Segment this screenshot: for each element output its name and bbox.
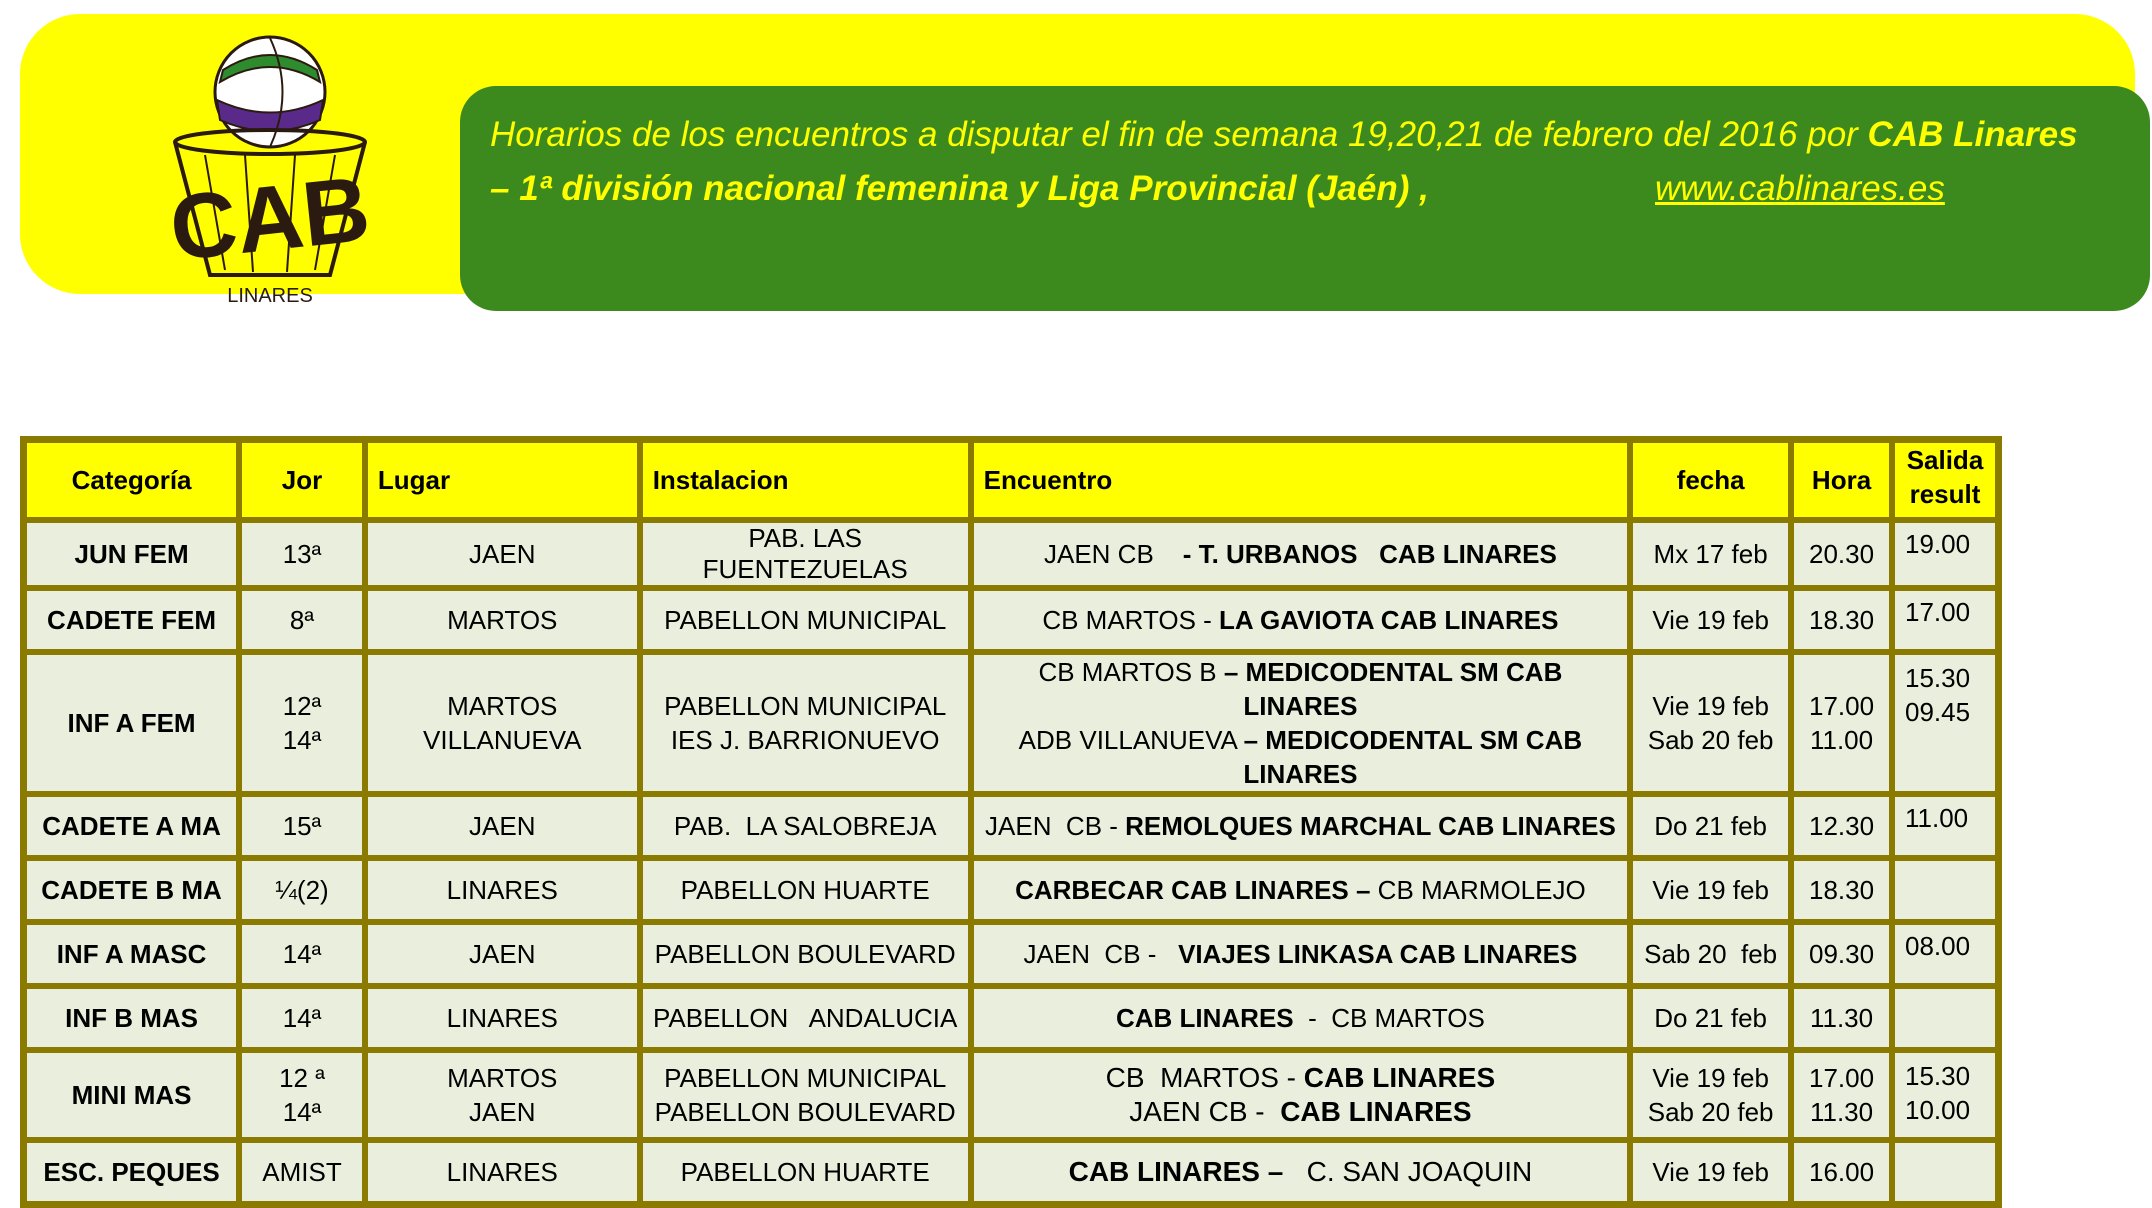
table-row xyxy=(24,986,1998,1050)
cell-sal: 19.00 xyxy=(1892,520,1998,588)
cell-cat: INF A FEM xyxy=(24,652,239,794)
cell-jor: 14ª xyxy=(239,986,365,1050)
cell-ins: PAB. LA SALOBREJA xyxy=(640,794,971,858)
cell-cat: JUN FEM xyxy=(24,520,239,588)
cell-cat: INF A MASC xyxy=(24,922,239,986)
table-row xyxy=(24,858,1998,922)
col-encuentro: Encuentro xyxy=(971,440,1630,520)
cell-sal: 15.30 09.45 xyxy=(1892,652,1998,794)
cell-ins: PABELLON MUNICIPAL xyxy=(640,588,971,652)
cell-lug: LINARES xyxy=(365,858,640,922)
cell-jor: 12 ª 14ª xyxy=(239,1050,365,1140)
cell-hor: 09.30 xyxy=(1791,922,1892,986)
table-row xyxy=(24,794,1998,858)
cell-jor: 14ª xyxy=(239,922,365,986)
table-row xyxy=(24,588,1998,652)
cell-enc: CB MARTOS - LA GAVIOTA CAB LINARES xyxy=(971,588,1630,652)
cell-fec: Mx 17 feb xyxy=(1630,520,1791,588)
cell-enc: CAB LINARES - CB MARTOS xyxy=(971,986,1630,1050)
cell-lug: MARTOS JAEN xyxy=(365,1050,640,1140)
cell-ins: PABELLON ANDALUCIA xyxy=(640,986,971,1050)
cell-fec: Do 21 feb xyxy=(1630,794,1791,858)
cell-fec: Vie 19 feb xyxy=(1630,1140,1791,1204)
cell-enc: JAEN CB - T. URBANOS CAB LINARES xyxy=(971,520,1630,588)
cell-hor: 17.00 11.30 xyxy=(1791,1050,1892,1140)
cell-lug: LINARES xyxy=(365,1140,640,1204)
cell-lug: MARTOS VILLANUEVA xyxy=(365,652,640,794)
cell-enc: CAB LINARES – C. SAN JOAQUIN xyxy=(971,1140,1630,1204)
cell-lug: MARTOS xyxy=(365,588,640,652)
col-hora: Hora xyxy=(1791,440,1892,520)
cell-cat: CADETE A MA xyxy=(24,794,239,858)
cell-cat: INF B MAS xyxy=(24,986,239,1050)
col-jor: Jor xyxy=(239,440,365,520)
cell-hor: 16.00 xyxy=(1791,1140,1892,1204)
cell-sal xyxy=(1892,986,1998,1050)
table-row xyxy=(24,922,1998,986)
cell-jor: 8ª xyxy=(239,588,365,652)
cell-enc: CB MARTOS - CAB LINARES JAEN CB - CAB LINARES xyxy=(971,1050,1630,1140)
cell-sal xyxy=(1892,1140,1998,1204)
cell-lug: JAEN xyxy=(365,794,640,858)
cell-ins: PABELLON MUNICIPAL PABELLON BOULEVARD xyxy=(640,1050,971,1140)
cell-ins: PABELLON BOULEVARD xyxy=(640,922,971,986)
cell-fec: Vie 19 feb Sab 20 feb xyxy=(1630,1050,1791,1140)
col-salida: Salida result xyxy=(1892,440,1998,520)
cell-hor: 18.30 xyxy=(1791,858,1892,922)
schedule-table xyxy=(20,436,2002,1208)
cell-hor: 17.00 11.00 xyxy=(1791,652,1892,794)
cell-hor: 11.30 xyxy=(1791,986,1892,1050)
cell-fec: Vie 19 feb Sab 20 feb xyxy=(1630,652,1791,794)
cell-sal: 15.30 10.00 xyxy=(1892,1050,1998,1140)
col-instalacion: Instalacion xyxy=(640,440,971,520)
cell-enc: JAEN CB - VIAJES LINKASA CAB LINARES xyxy=(971,922,1630,986)
table-header-row xyxy=(24,440,1998,520)
cell-fec: Vie 19 feb xyxy=(1630,588,1791,652)
col-categoria: Categoría xyxy=(24,440,239,520)
cell-hor: 20.30 xyxy=(1791,520,1892,588)
cell-ins: PAB. LAS FUENTEZUELAS xyxy=(640,520,971,588)
cab-linares-logo xyxy=(165,30,375,310)
cell-fec: Do 21 feb xyxy=(1630,986,1791,1050)
cell-jor: 13ª xyxy=(239,520,365,588)
cell-ins: PABELLON MUNICIPAL IES J. BARRIONUEVO xyxy=(640,652,971,794)
col-fecha: fecha xyxy=(1630,440,1791,520)
logo-subtext: LINARES xyxy=(227,285,313,307)
table-row xyxy=(24,1050,1998,1140)
website-link[interactable]: www.cablinares.es xyxy=(1655,169,1945,208)
cell-enc: CARBECAR CAB LINARES – CB MARMOLEJO xyxy=(971,858,1630,922)
cell-cat: ESC. PEQUES xyxy=(24,1140,239,1204)
cell-lug: LINARES xyxy=(365,986,640,1050)
logo-text: CAB xyxy=(165,157,375,281)
table-row xyxy=(24,652,1998,794)
cell-cat: CADETE B MA xyxy=(24,858,239,922)
table-row xyxy=(24,520,1998,588)
cell-sal: 08.00 xyxy=(1892,922,1998,986)
cell-sal xyxy=(1892,858,1998,922)
col-lugar: Lugar xyxy=(365,440,640,520)
cell-fec: Vie 19 feb xyxy=(1630,858,1791,922)
cell-jor: 15ª xyxy=(239,794,365,858)
table-row xyxy=(24,1140,1998,1204)
cell-ins: PABELLON HUARTE xyxy=(640,1140,971,1204)
cell-jor: AMIST xyxy=(239,1140,365,1204)
cell-cat: CADETE FEM xyxy=(24,588,239,652)
cell-enc: CB MARTOS B – MEDICODENTAL SM CAB LINARES ADB VILLANUEVA – MEDICODENTAL SM CAB LINARES xyxy=(971,652,1630,794)
cell-ins: PABELLON HUARTE xyxy=(640,858,971,922)
cell-lug: JAEN xyxy=(365,520,640,588)
header-title: Horarios de los encuentros a disputar el fin de semana 19,20,21 de febrero del 2016 por CAB Linares – 1ª división nacional femenina y Liga Provincial (Jaén) , www.cablinares.es xyxy=(490,108,2130,216)
cell-cat: MINI MAS xyxy=(24,1050,239,1140)
cell-fec: Sab 20 feb xyxy=(1630,922,1791,986)
cell-lug: JAEN xyxy=(365,922,640,986)
cell-jor: 12ª 14ª xyxy=(239,652,365,794)
cell-jor: ¼(2) xyxy=(239,858,365,922)
cell-hor: 18.30 xyxy=(1791,588,1892,652)
cell-sal: 17.00 xyxy=(1892,588,1998,652)
cell-enc: JAEN CB - REMOLQUES MARCHAL CAB LINARES xyxy=(971,794,1630,858)
cell-sal: 11.00 xyxy=(1892,794,1998,858)
cell-hor: 12.30 xyxy=(1791,794,1892,858)
